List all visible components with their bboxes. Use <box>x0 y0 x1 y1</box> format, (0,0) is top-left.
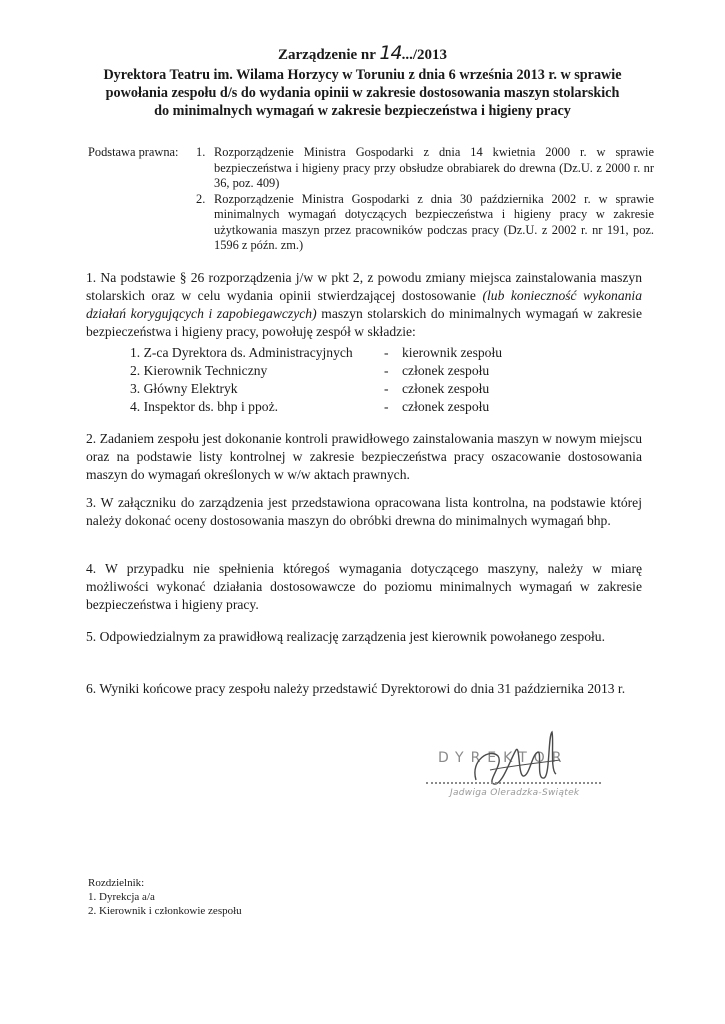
legal-basis-item-number: 1. <box>196 145 206 159</box>
member-role: kierownik zespołu <box>402 345 503 360</box>
paragraph-3: 3. W załączniku do zarządzenia jest przedstawiona opracowana lista kontrolna, na podstawie której należy dokonać oceny dostosowania maszyn do obróbki drewna do minimalnych wymagań bhp. <box>86 495 642 528</box>
legal-basis-item <box>196 192 654 254</box>
title-subject-line-1: Dyrektora Teatru im. Wilama Horzycy w Toruniu z dnia 6 września 2013 r. w sprawie <box>103 67 622 83</box>
order-title <box>40 44 685 64</box>
member-dash: - <box>384 345 389 360</box>
team-member-row <box>130 380 530 398</box>
member-position: 3. Główny Elektryk <box>130 381 238 396</box>
member-position: 4. Inspektor ds. bhp i ppoż. <box>130 399 279 414</box>
legal-basis-item-text: Rozporządzenie Ministra Gospodarki z dnia 30 października 2002 r. w sprawie minimalnych wymagań dotyczących bezpieczeństwa i higieny pracy w zakresie użytkowania maszyn przez pracowników podczas pracy (Dz.U. z 2002 r. nr 191, poz. 1596 z późn. zm.) <box>214 191 654 252</box>
legal-basis-item-text: Rozporządzenie Ministra Gospodarki z dnia 14 kwietnia 2000 r. w sprawie bezpieczeństwa i higieny pracy przy obsłudze obrabiarek do drewna (Dz.U. z 2000 r. nr 36, poz. 409) <box>214 145 654 190</box>
document-title <box>40 44 685 120</box>
paragraph-1-text-end: maszyn stolarskich do minimalnych wymagań w zakresie bezpieczeństwa i higieny pracy, powołuję zespół w składzie: <box>86 306 642 339</box>
member-dash: - <box>384 363 389 378</box>
title-subject-line-3: do minimalnych wymagań w zakresie bezpieczeństwa i higieny pracy <box>154 103 571 119</box>
team-member-row <box>130 398 530 416</box>
paragraph-1-italic-note: (lub konieczność wykonania działań korygujących i zapobiegawczych) <box>86 288 642 321</box>
title-prefix: Zarządzenie nr <box>278 47 380 63</box>
signatory-name: Jadwiga Oleradzka-Swiątek <box>450 788 580 798</box>
paragraph-5: 5. Odpowiedzialnym za prawidłową realizację zarządzenia jest kierownik powołanego zespołu. <box>86 629 605 644</box>
distribution-item: 1. Dyrekcja a/a <box>88 891 155 903</box>
handwritten-signature-icon <box>420 730 620 810</box>
legal-basis-item <box>196 145 654 192</box>
member-position: 2. Kierownik Techniczny <box>130 363 268 378</box>
signature-dotted-line <box>426 782 601 784</box>
paragraph-1 <box>86 269 642 341</box>
distribution-label: Rozdzielnik: <box>88 877 145 889</box>
team-member-row <box>130 344 530 362</box>
title-subject-line-2: powołania zespołu d/s do wydania opinii w zakresie dostosowania maszyn stolarskich <box>105 85 620 101</box>
director-signature-stamp <box>420 730 620 810</box>
team-member-row <box>130 362 530 380</box>
legal-basis-item-number: 2. <box>196 191 206 206</box>
legal-basis-label: Podstawa prawna: <box>88 145 179 159</box>
title-suffix: /2013 <box>412 47 447 63</box>
legal-basis-list <box>196 145 654 254</box>
paragraph-2: 2. Zadaniem zespołu jest dokonanie kontroli prawidłowego zainstalowania maszyn w nowym miejscu oraz na podstawie listy kontrolnej w zakresie bezpieczeństwa pracy oszacowanie dostosowania maszyn do wymagań określonych w w/w aktach prawnych. <box>86 431 642 482</box>
handwritten-order-number: 14 <box>379 42 402 64</box>
paragraph-6: 6. Wyniki końcowe pracy zespołu należy przedstawić Dyrektorowi do dnia 31 października 2013 r. <box>86 681 626 696</box>
distribution-list <box>88 876 242 918</box>
team-members-list <box>130 344 530 416</box>
member-role: członek zespołu <box>402 399 490 414</box>
member-role: członek zespołu <box>402 363 490 378</box>
member-position: 1. Z-ca Dyrektora ds. Administracyjnych <box>130 345 353 360</box>
stamp-title: DYREKTOR <box>438 750 569 766</box>
paragraph-1-text: 1. Na podstawie § 26 rozporządzenia j/w w pkt 2, z powodu zmiany miejsca zainstalowania maszyn stolarskich oraz w celu wydania opinii stwierdzającej dostosowanie <box>86 270 642 303</box>
member-dash: - <box>384 399 389 414</box>
paragraph-4: 4. W przypadku nie spełnienia któregoś wymagania dotyczącego maszyny, należy w miarę możliwości wykonać działania dostosowawcze do poziomu minimalnych wymagań w zakresie bezpieczeństwa i higieny pracy. <box>86 561 642 612</box>
member-dash: - <box>384 381 389 396</box>
member-role: członek zespołu <box>402 381 490 396</box>
title-dots: ... <box>401 47 413 63</box>
distribution-item: 2. Kierownik i członkowie zespołu <box>88 905 242 917</box>
